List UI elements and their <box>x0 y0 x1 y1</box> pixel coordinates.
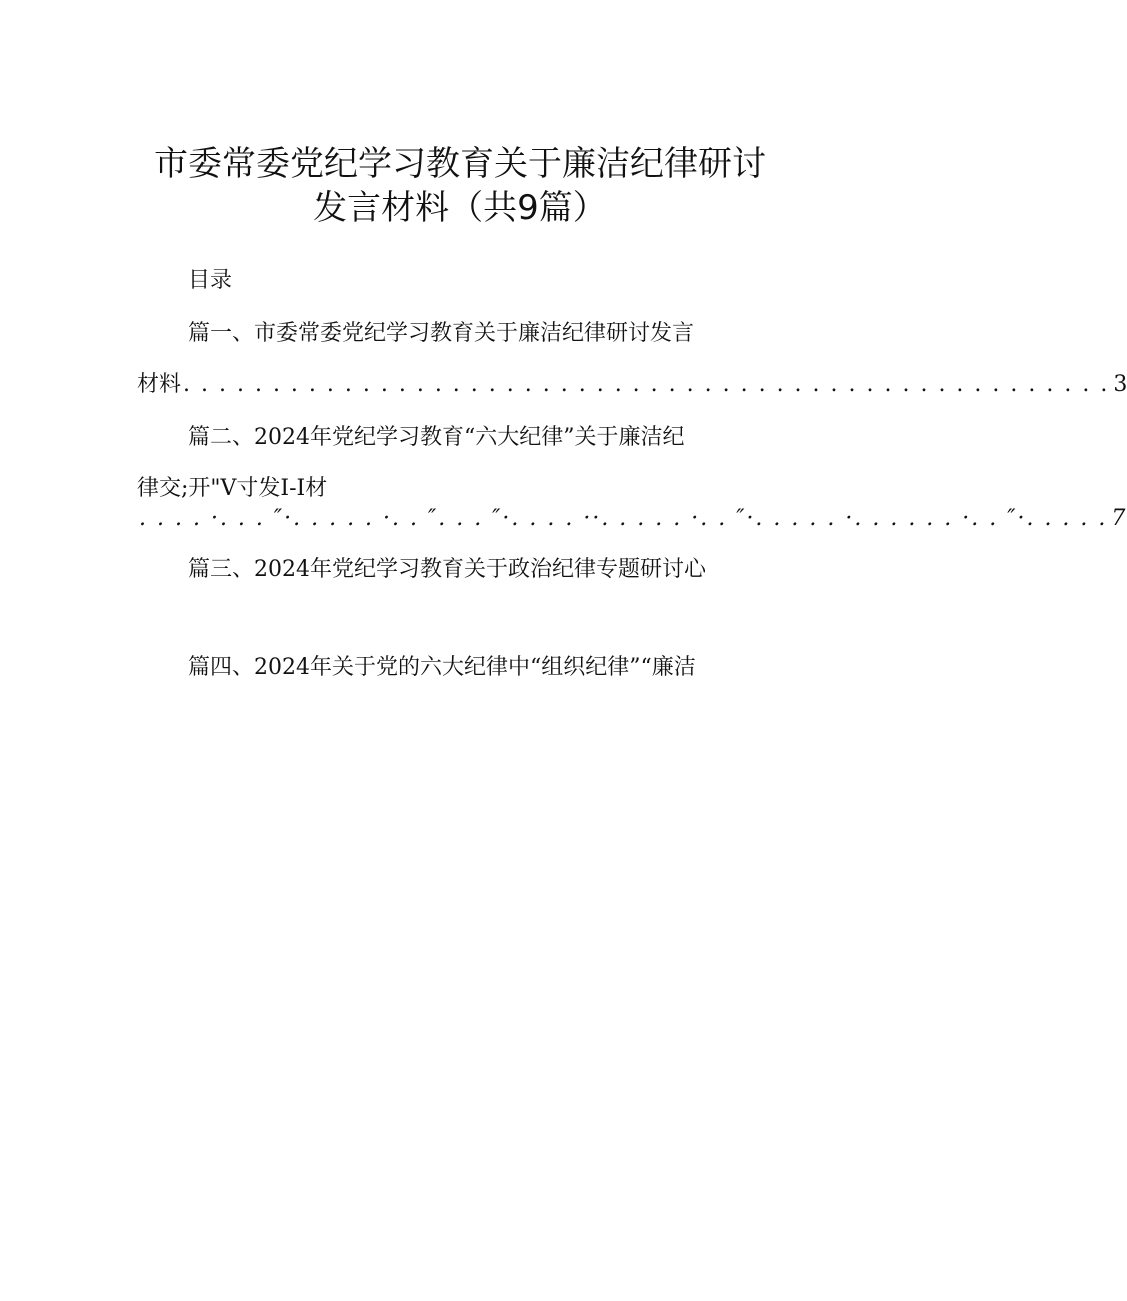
toc-entry-2-page-number: 7 <box>1111 506 1126 531</box>
toc-entry-4-line-1: 篇四、2024年关于党的六大纪律中“组织纪律”“廉洁 <box>188 655 696 680</box>
toc-entry-2-line-2: 律交;开"V寸发I-I材 <box>137 476 328 501</box>
toc-entry-3-line-1: 篇三、2024年党纪学习教育关于政治纪律专题研讨心 <box>188 557 706 582</box>
toc-entry-1-line-2 <box>137 370 1127 400</box>
toc-entry-2-leader: . . . . ·. . . ″·. . . . . ·. . ″. . . ″·. . . . ··. . . . . ·. . ″·. . . . . ·. . . . . . ·. . ″·. . . . . <box>139 506 1108 531</box>
toc-entry-1-leader: . . . . . . . . . . . . . . . . . . . . . . . . . . . . . . . . . . . . . . . . . . . . . . . . . . . . <box>183 372 1110 397</box>
toc-entry-1-title-tail: 材料 <box>137 372 182 397</box>
document-title-line-1: 市委常委党纪学习教育关于廉洁纪律研讨 <box>154 144 766 184</box>
document-title-line-2: 发言材料（共9篇） <box>313 188 607 228</box>
toc-heading: 目录 <box>188 268 233 293</box>
toc-entry-2-line-1: 篇二、2024年党纪学习教育“六大纪律”关于廉洁纪 <box>188 425 685 450</box>
toc-entry-2-line-3 <box>137 504 1126 534</box>
toc-entry-1-page-number: 3 <box>1113 372 1127 397</box>
toc-entry-1-line-1: 篇一、市委常委党纪学习教育关于廉洁纪律研讨发言 <box>188 321 695 346</box>
